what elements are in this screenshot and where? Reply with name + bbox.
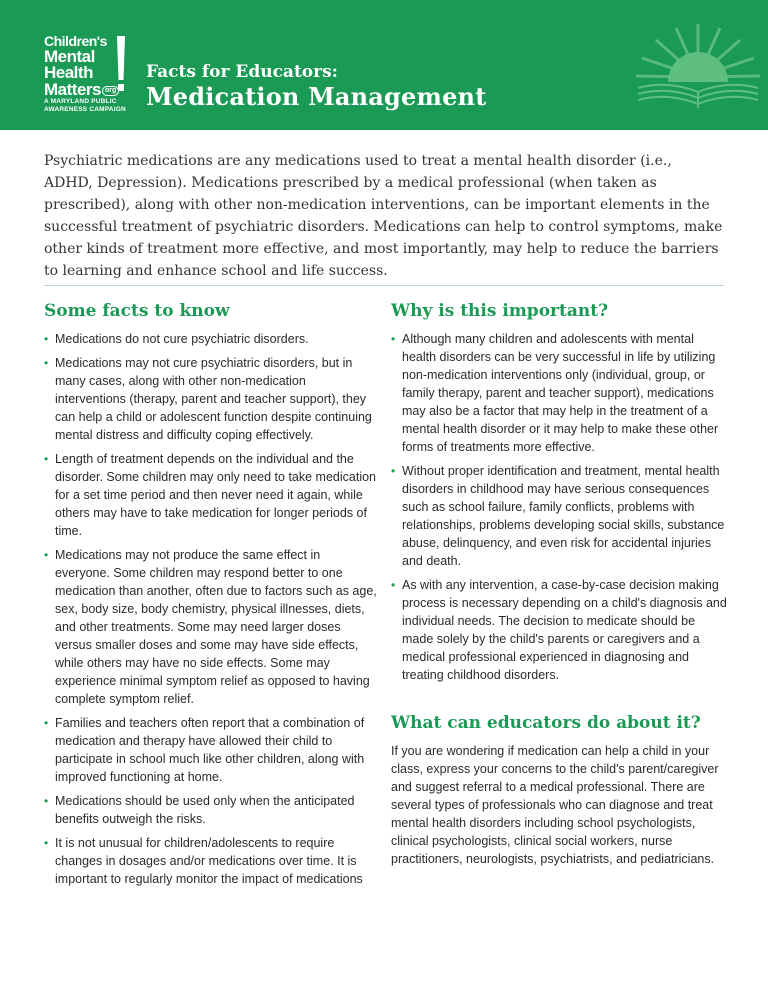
educators-heading: What can educators do about it? <box>391 713 701 733</box>
section-divider <box>44 285 724 286</box>
list-item: • Medications may not produce the same effect in everyone. Some children may respond better to one medication than another, often due to factors such as age, sex, body size, body chemistry, physical illnesses, diets, and other treatments. Some may need larger doses versus smaller doses and some may have side effects, while others may have no side effects. Some may experience minimal symptom relief as opposed to having complete symptom relief. <box>44 546 378 708</box>
list-item: • Without proper identification and treatment, mental health disorders in childhood may have serious consequences such as school failure, family conflicts, problems with relationships, problems developing social skills, substance abuse, delinquency, and even risk for accidental injuries and death. <box>391 462 727 570</box>
facts-list <box>44 330 378 888</box>
right-column <box>391 298 727 868</box>
logo-tagline: A MARYLAND PUBLIC AWARENESS CAMPAIGN <box>44 98 126 113</box>
rising-sun-book-icon <box>628 22 768 122</box>
logo-line-2: Mental <box>44 47 95 66</box>
list-item: • Length of treatment depends on the individual and the disorder. Some children may only need to take medication for a set time period and then never need it again, while others may have to take medication for longer periods of time. <box>44 450 378 540</box>
list-item: • It is not unusual for children/adolescents to require changes in dosages and/or medications over time. It is important to regularly monitor the impact of medications <box>44 834 378 888</box>
list-item: • Although many children and adolescents with mental health disorders can be very successful in life by utilizing non-medication interventions only (individual, group, or family therapy, parent and teacher support), medications may also be a factor that may help in the treatment of a mental health disorder or it may help to make these other forms of treatments more effective. <box>391 330 727 456</box>
why-list <box>391 330 727 684</box>
cmhm-logo <box>44 34 136 116</box>
logo-line-1: Children's <box>44 33 107 49</box>
logo-org-badge: org <box>102 86 119 96</box>
educators-paragraph: If you are wondering if medication can help a child in your class, express your concerns to the child's parent/caregiver and suggest referral to a medical professional. There are several types of professionals who can diagnose and treat mental health disorders including school psychologists, clinical psychologists, clinical social workers, nurse practitioners, neurologists, psychiatrists, and pediatricians. <box>391 744 719 866</box>
page-title: Medication Management <box>146 82 487 111</box>
logo-line-4-text: Matters <box>44 80 101 99</box>
exclamation-mark-icon <box>116 36 126 94</box>
facts-column <box>44 298 378 894</box>
intro-paragraph: Psychiatric medications are any medications used to treat a mental health disorder (i.e., ADHD, Depression). Medications prescribed by a medical professional (when taken as prescribed), along with other non-medication interventions, can be important elements in the successful treatment of psychiatric disorders. Medications can help to control symptoms, make other kinds of treatment more effective, and most importantly, may help to reduce the barriers to learning and enhance school and life success. <box>44 153 723 279</box>
why-heading: Why is this important? <box>391 301 609 321</box>
list-item: • Families and teachers often report that a combination of medication and therapy have allowed their child to participate in school much like other children, along with improved functioning at home. <box>44 714 378 786</box>
list-item: • As with any intervention, a case-by-case decision making process is necessary depending on a child's diagnosis and individual needs. The decision to medicate should be made solely by the child's parents or caregivers and a medical professional experienced in diagnosing and treating childhood disorders. <box>391 576 727 684</box>
logo-line-3: Health <box>44 63 93 82</box>
page-header <box>0 0 768 130</box>
facts-heading: Some facts to know <box>44 301 230 321</box>
list-item: • Medications should be used only when the anticipated benefits outweigh the risks. <box>44 792 378 828</box>
section-spacer <box>391 690 727 710</box>
list-item: • Medications may not cure psychiatric disorders, but in many cases, along with other non-medication interventions (therapy, parent and teacher support), they can help a child or adolescent function despite continuing mental distress and difficulty coping effectively. <box>44 354 378 444</box>
header-kicker: Facts for Educators: <box>146 62 338 82</box>
list-item: • Medications do not cure psychiatric disorders. <box>44 330 378 348</box>
